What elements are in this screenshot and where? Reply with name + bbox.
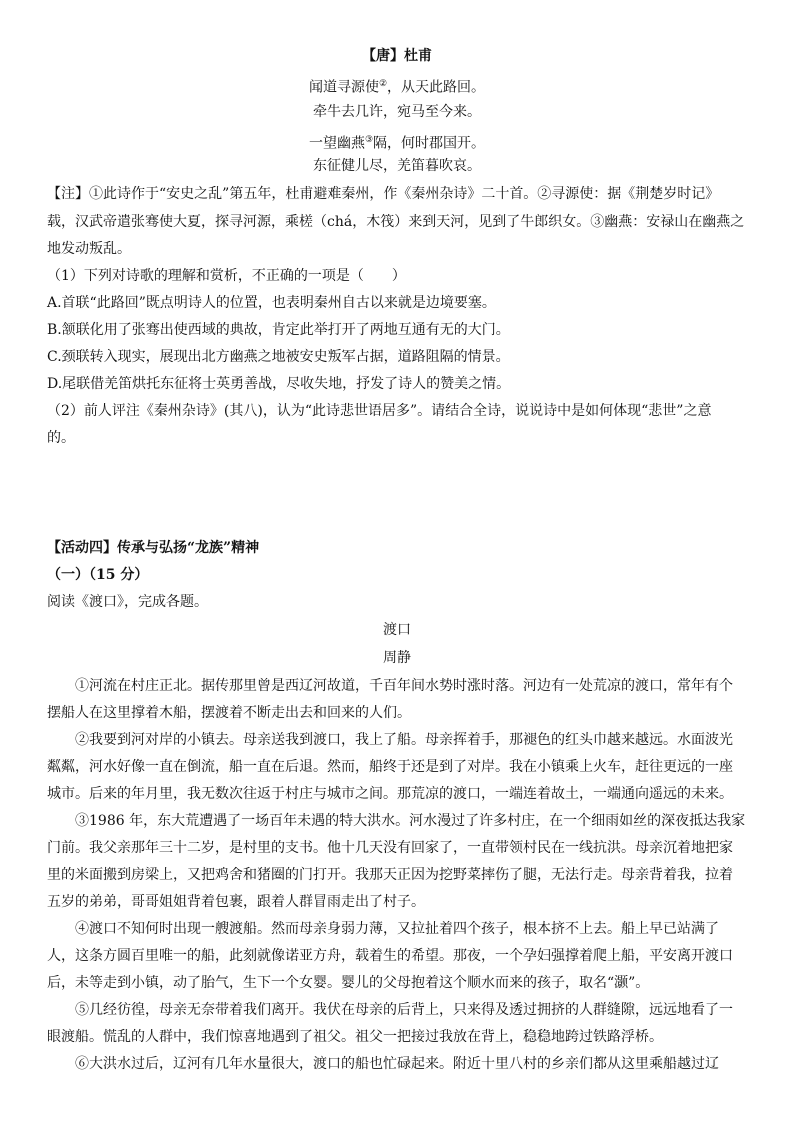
- question-line: （2）前人评注《秦州杂诗》(其八)，认为“此诗悲世语居多”。请结合全诗，说说诗中是如何体现“悲世”之意: [47, 403, 712, 419]
- poem-text: 东征健儿尽，羌笛暮吹哀。: [313, 158, 481, 174]
- poem-text: 一望幽燕: [308, 135, 365, 152]
- option-a: A.首联“此路回”既点明诗人的位置，也表明秦州自古以来就是边境要塞。: [47, 295, 496, 311]
- poem-author-line: 【唐】杜甫: [362, 48, 432, 64]
- section-part: （一）（15 分）: [47, 567, 149, 583]
- paragraph-line: 城市。后来的年月里，我无数次往返于村庄与城市之间。那荒凉的渡口，一端连着故土，一端通向遥远的未来。: [47, 786, 733, 802]
- paragraph-line: 粼粼，河水好像一直在倒流，船一直在后退。然而，船终于还是到了对岸。我在小镇乘上火车，赶往更远的一座: [47, 759, 733, 775]
- paragraph-line: ④渡口不知何时出现一艘渡船。然而母亲身弱力薄，又拉扯着四个孩子，根本挤不上去。船上早已站满了: [75, 921, 719, 937]
- poem-text: ，从天此路回。: [387, 79, 486, 96]
- paragraph-line: 人，这条方圆百里唯一的船，此刻就像诺亚方舟，载着生的希望。那夜，一个孕妇强撑着爬上船，平安离开渡口: [47, 948, 733, 964]
- reading-instruction: 阅读《渡口》，完成各题。: [47, 594, 208, 610]
- option-c: C.颈联转入现实，展现出北方幽燕之地被安史叛军占据，道路阻隔的情景。: [47, 349, 510, 365]
- paragraph-line: ②我要到河对岸的小镇去。母亲送我到渡口，我上了船。母亲挥着手，那褪色的红头巾越来越远。水面波光: [75, 732, 733, 748]
- paragraph-line: 门前。我父亲那年三十二岁，是村里的支书。他十几天没有回家了，一直带领村民在一线抗洪。母亲沉着地把家: [47, 840, 733, 856]
- poem-text: 隔，何时郡国开。: [373, 135, 486, 152]
- question-stem: （1）下列对诗歌的理解和赏析，不正确的一项是（ ）: [47, 268, 406, 284]
- option-b: B.颔联化用了张骞出使西域的典故，肯定此举打开了两地互通有无的大门。: [47, 322, 510, 338]
- paragraph-line: ⑥大洪水过后，辽河有几年水量很大，渡口的船也忙碌起来。附近十里八村的乡亲们都从这里乘船越过辽: [75, 1056, 719, 1072]
- poem-text: 牵牛去几许，宛马至今来。: [313, 104, 481, 120]
- paragraph-line: 里的米面搬到房梁上，又把鸡舍和猪圈的门打开。我那天正因为挖野菜摔伤了腿，无法行走。母亲背着我，拉着: [47, 867, 733, 883]
- annotation-line: 载，汉武帝遣张骞使大夏，探寻河源，乘槎（chá，木筏）来到天河，见到了牛郎织女。③幽燕：安禄山在幽燕之: [47, 214, 745, 230]
- poem-line: [0, 130, 794, 154]
- poem-line: [0, 156, 794, 176]
- activity-heading: 【活动四】传承与弘扬“龙族”精神: [47, 540, 260, 556]
- paragraph-line: 五岁的弟弟，哥哥姐姐背着包裹，跟着人群冒雨走出了村子。: [47, 894, 425, 910]
- paragraph-line: ③1986 年，东大荒遭遇了一场百年未遇的特大洪水。河水漫过了许多村庄，在一个细雨如丝的深夜抵达我家: [75, 813, 746, 829]
- paragraph-line: ①河流在村庄正北。据传那里曾是西辽河故道，千百年间水势时涨时落。河边有一处荒凉的渡口，常年有个: [75, 678, 733, 694]
- article-title: 渡口: [383, 622, 411, 638]
- paragraph-line: ⑤几经彷徨，母亲无奈带着我们离开。我伏在母亲的后背上，只来得及透过拥挤的人群缝隙，远远地看了一: [75, 1002, 733, 1018]
- footnote-marker: ③: [364, 135, 374, 145]
- paragraph-line: 后，未等走到小镇，动了胎气，生下一个女婴。婴儿的父母抱着这个顺水而来的孩子，取名“灏”。: [47, 975, 650, 991]
- annotation-line: 【注】①此诗作于“安史之乱”第五年，杜甫避难秦州，作《秦州杂诗》二十首。②寻源使：据《荆楚岁时记》: [47, 186, 720, 202]
- poem-line: [0, 74, 794, 98]
- paragraph-line: 眼渡船。慌乱的人群中，我们惊喜地遇到了祖父。祖父一把接过我放在背上，稳稳地跨过铁路浮桥。: [47, 1029, 663, 1045]
- annotation-line: 地发动叛乱。: [47, 241, 131, 257]
- poem-text: 闻道寻源使: [308, 79, 379, 96]
- paragraph-line: 摆船人在这里撑着木船，摆渡着不断走出去和回来的人们。: [47, 705, 411, 721]
- footnote-marker: ②: [378, 79, 388, 89]
- poem-line: [0, 102, 794, 122]
- question-line: 的。: [47, 430, 75, 446]
- option-d: D.尾联借羌笛烘托东征将士英勇善战，尽收失地，抒发了诗人的赞美之情。: [47, 376, 511, 392]
- article-author: 周静: [383, 650, 411, 666]
